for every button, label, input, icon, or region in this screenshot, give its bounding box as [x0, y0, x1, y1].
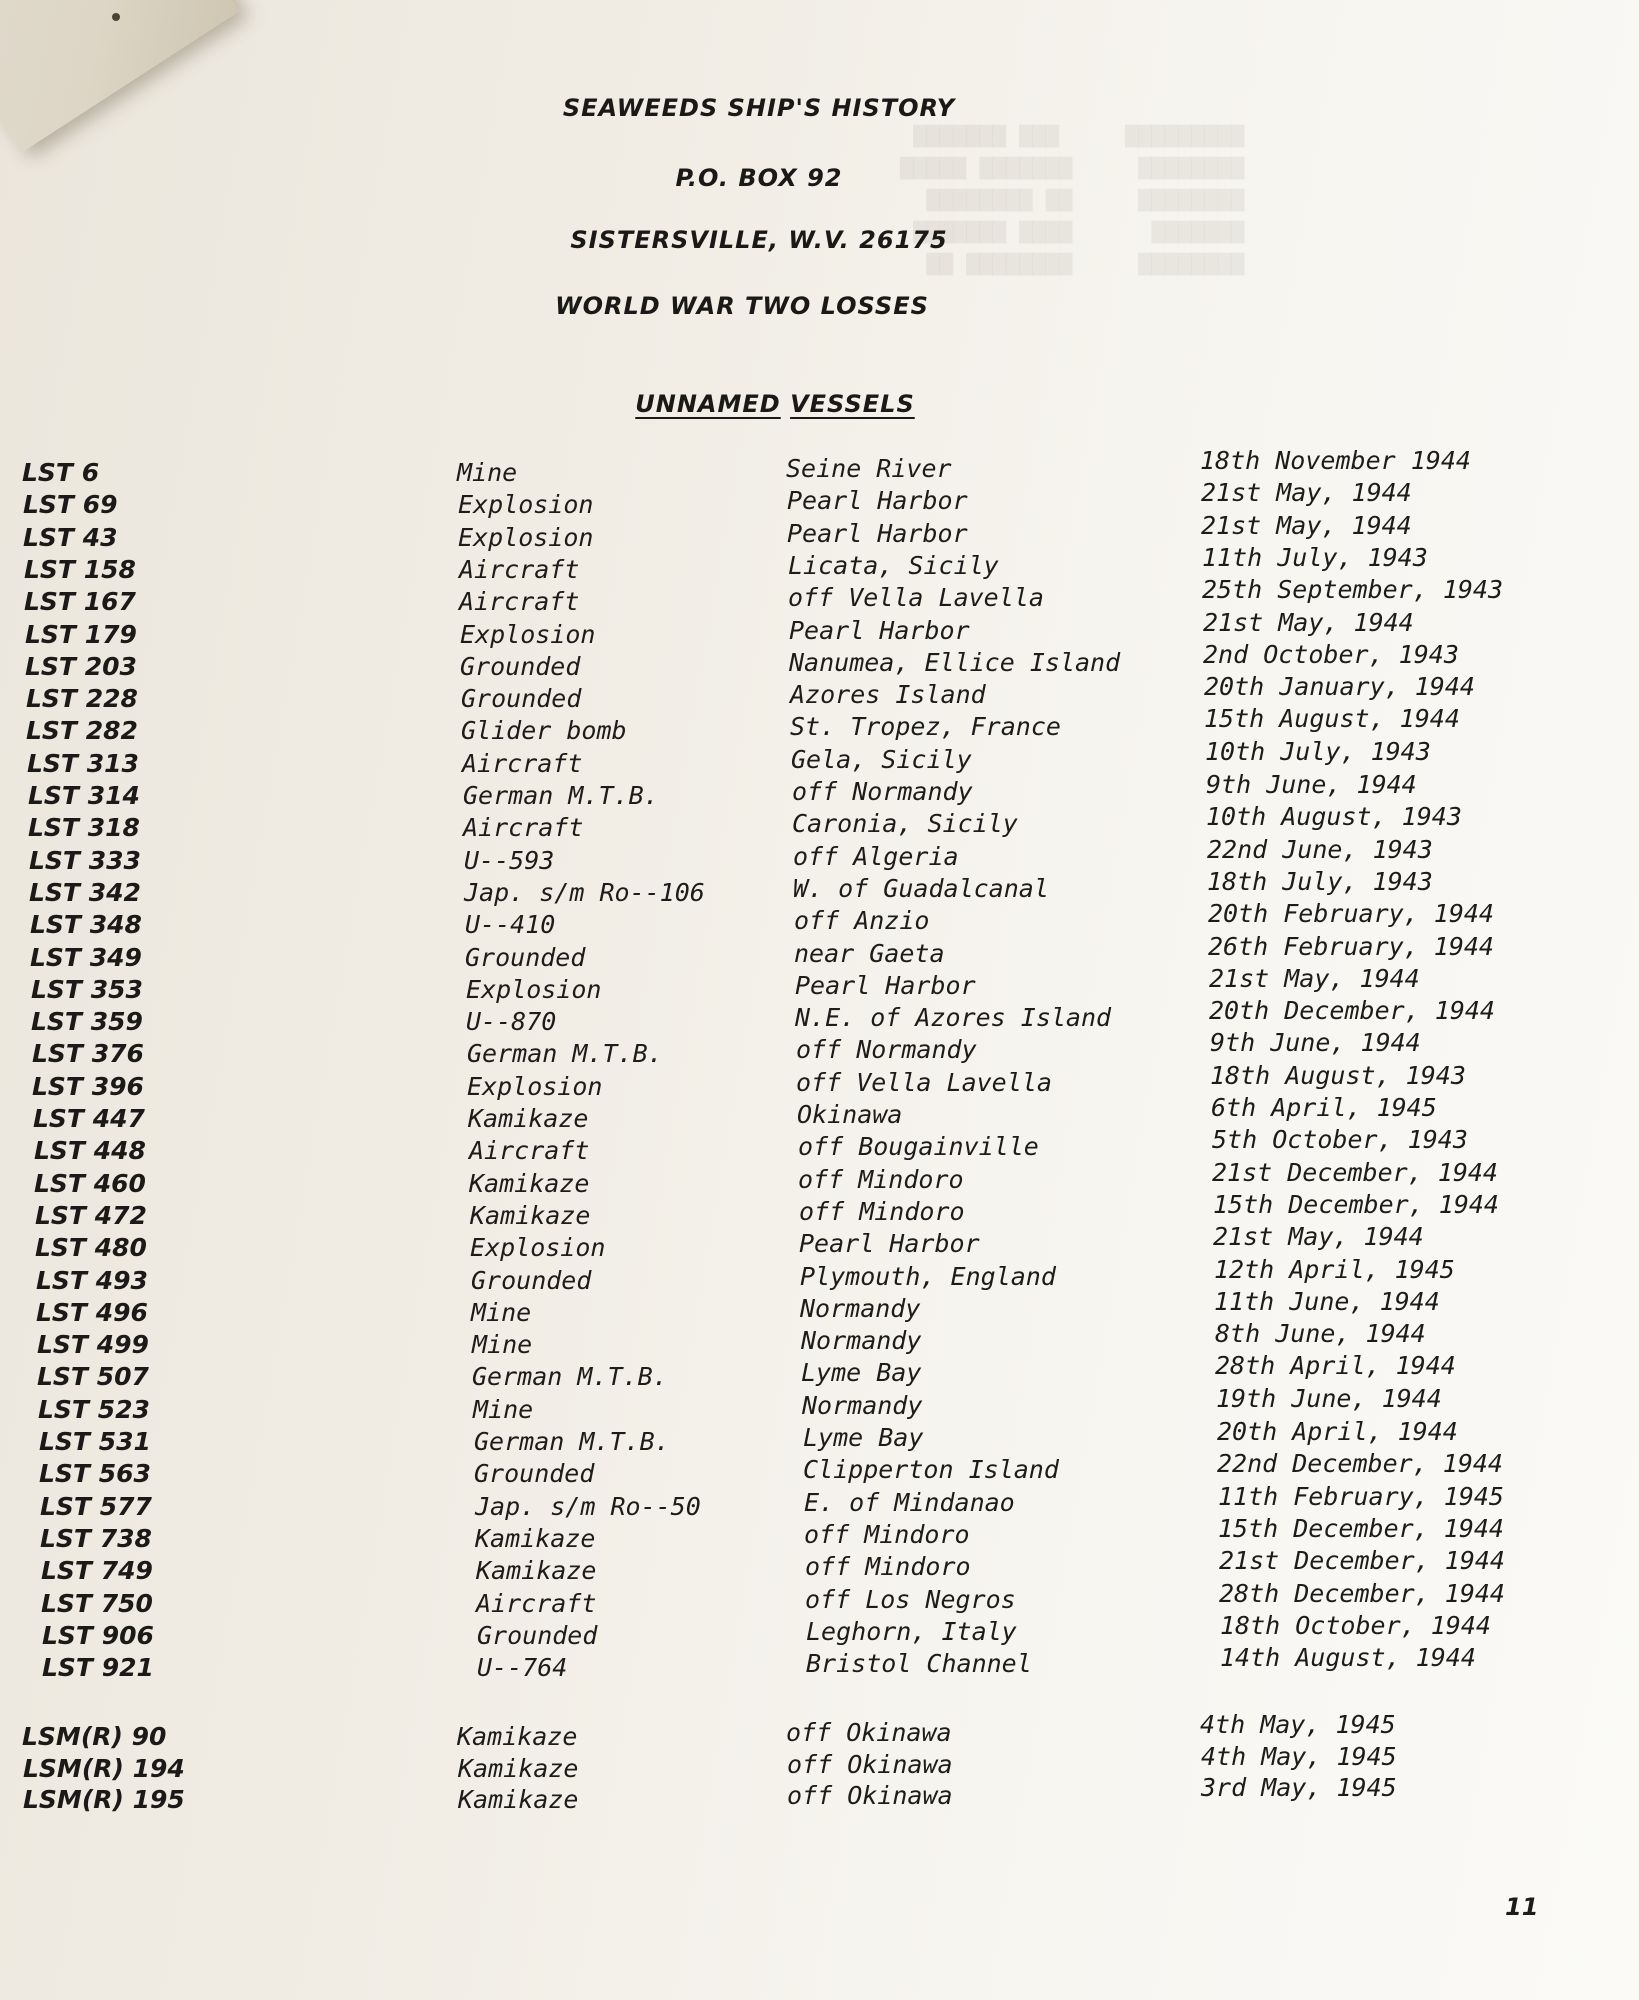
vessel-name: LST 460	[34, 1168, 146, 1198]
vessel-name: LST 282	[26, 716, 138, 746]
loss-date: 18th August, 1943	[1210, 1060, 1466, 1090]
loss-location: off Okinawa	[787, 1749, 953, 1779]
loss-date: 21st May, 1944	[1203, 607, 1414, 637]
loss-row	[0, 1643, 1639, 1685]
loss-cause: Kamikaze	[475, 1523, 596, 1553]
loss-date: 20th February, 1944	[1208, 899, 1494, 929]
loss-cause: Kamikaze	[458, 1753, 579, 1783]
loss-location: off Algeria	[793, 841, 959, 871]
loss-cause: Grounded	[477, 1620, 598, 1650]
vessel-name: LSM(R) 195	[23, 1785, 185, 1814]
vessel-name: LST 359	[31, 1007, 143, 1037]
loss-location: Leghorn, Italy	[806, 1616, 1017, 1646]
staple-mark	[112, 13, 120, 21]
loss-date: 18th November 1944	[1200, 446, 1471, 475]
loss-cause: Kamikaze	[457, 1722, 578, 1751]
loss-date: 5th October, 1943	[1212, 1125, 1468, 1155]
lsm-loss-row	[0, 1773, 1639, 1817]
loss-date: 21st May, 1944	[1201, 478, 1412, 508]
loss-location: off Mindoro	[804, 1519, 970, 1549]
loss-cause: German M.T.B.	[472, 1362, 668, 1392]
loss-location: Normandy	[802, 1390, 923, 1420]
loss-date: 20th April, 1944	[1217, 1417, 1458, 1446]
loss-location: W. of Guadalcanal	[793, 873, 1049, 903]
loss-cause: Explosion	[466, 974, 602, 1004]
vessel-name: LSM(R) 90	[22, 1722, 167, 1751]
bleed-through-text: ▇▇▇▇▇▇▇▇▇ ▇▇▇ ▇▇▇▇▇▇▇ ▇▇▇▇▇▇▇▇ ▇▇▇▇▇▇▇ ▇▇▇▇▇ ▇▇▇▇▇▇▇▇ ▇▇ ▇▇▇▇▇▇▇▇ ▇▇▇▇▇▇▇ ▇▇▇▇ ▇▇▇▇▇▇▇ ▇▇▇▇▇▇▇▇ ▇▇▇▇▇▇▇▇ ▇▇	[900, 123, 1245, 276]
loss-cause: German M.T.B.	[467, 1039, 663, 1069]
loss-cause: Kamikaze	[476, 1556, 597, 1586]
loss-cause: U--870	[466, 1007, 557, 1037]
vessel-name: LST 750	[41, 1588, 153, 1618]
loss-location: Azores Island	[790, 680, 986, 710]
loss-cause: German M.T.B.	[474, 1427, 670, 1456]
vessel-name: LST 480	[35, 1233, 147, 1263]
loss-date: 6th April, 1945	[1211, 1093, 1437, 1122]
loss-location: off Mindoro	[799, 1196, 965, 1226]
loss-location: off Okinawa	[787, 1781, 953, 1810]
loss-date: 10th August, 1943	[1206, 802, 1462, 832]
loss-date: 21st May, 1944	[1213, 1222, 1424, 1252]
loss-date: 2nd October, 1943	[1203, 639, 1459, 669]
vessel-name: LST 333	[29, 845, 141, 875]
vessel-name: LST 396	[32, 1071, 144, 1101]
loss-location: off Mindoro	[805, 1552, 971, 1582]
loss-cause: Aircraft	[459, 554, 580, 584]
loss-cause: Grounded	[460, 651, 581, 681]
vessel-name: LST 313	[27, 748, 139, 778]
vessel-name: LST 342	[29, 877, 141, 907]
vessel-name: LSM(R) 194	[23, 1753, 185, 1783]
loss-date: 3rd May, 1945	[1201, 1773, 1397, 1802]
vessel-name: LST 318	[28, 813, 140, 843]
loss-location: Seine River	[786, 454, 952, 483]
vessel-name: LST 69	[23, 490, 118, 520]
loss-location: Gela, Sicily	[791, 744, 972, 774]
loss-cause: U--410	[465, 910, 556, 940]
loss-date: 20th January, 1944	[1204, 672, 1475, 702]
loss-date: 15th August, 1944	[1204, 704, 1460, 734]
loss-cause: U--764	[477, 1653, 568, 1683]
vessel-name: LST 349	[30, 942, 142, 972]
loss-cause: Explosion	[467, 1071, 603, 1101]
loss-location: off Normandy	[792, 777, 973, 806]
vessel-name: LST 376	[32, 1039, 144, 1069]
vessel-name: LST 493	[36, 1265, 148, 1295]
loss-location: off Bougainville	[798, 1132, 1039, 1162]
loss-cause: Glider bomb	[461, 716, 627, 746]
loss-date: 12th April, 1945	[1214, 1254, 1455, 1284]
loss-location: Normandy	[801, 1326, 922, 1356]
loss-location: Clipperton Island	[803, 1455, 1059, 1485]
loss-cause: German M.T.B.	[463, 781, 659, 810]
loss-date: 9th June, 1944	[1210, 1028, 1421, 1058]
vessel-name: LST 921	[42, 1653, 154, 1683]
vessel-name: LST 496	[36, 1297, 148, 1327]
loss-cause: Mine	[471, 1297, 532, 1327]
loss-date: 11th June, 1944	[1214, 1286, 1440, 1316]
loss-cause: Kamikaze	[469, 1168, 590, 1198]
vessel-name: LST 577	[40, 1491, 152, 1521]
loss-date: 4th May, 1945	[1201, 1741, 1397, 1771]
loss-date: 15th December, 1944	[1213, 1189, 1499, 1219]
loss-date: 28th April, 1944	[1215, 1351, 1456, 1381]
loss-cause: U--593	[464, 845, 555, 875]
loss-location: near Gaeta	[794, 938, 945, 968]
loss-location: Okinawa	[797, 1100, 903, 1129]
loss-date: 9th June, 1944	[1206, 770, 1417, 799]
loss-location: Pearl Harbor	[787, 518, 968, 548]
loss-cause: Aircraft	[459, 587, 580, 617]
loss-date: 20th December, 1944	[1209, 996, 1495, 1026]
loss-cause: Grounded	[474, 1459, 595, 1489]
section-title-word-unnamed: UNNAMED	[635, 390, 781, 418]
loss-cause: Grounded	[461, 684, 582, 714]
loss-cause: Explosion	[458, 522, 594, 552]
vessel-name: LST 472	[35, 1200, 147, 1230]
loss-date: 25th September, 1943	[1202, 575, 1504, 605]
loss-location: St. Tropez, France	[790, 712, 1061, 742]
loss-date: 22nd December, 1944	[1217, 1449, 1503, 1479]
folded-page-corner	[0, 0, 239, 153]
loss-date: 19th June, 1944	[1216, 1383, 1442, 1413]
loss-location: Pearl Harbor	[799, 1229, 980, 1259]
loss-cause: Mine	[457, 458, 518, 487]
vessel-name: LST 158	[24, 554, 136, 584]
loss-location: N.E. of Azores Island	[795, 1003, 1112, 1033]
loss-cause: Grounded	[465, 942, 586, 972]
loss-cause: Mine	[473, 1394, 534, 1424]
section-title-word-vessels: VESSELS	[790, 390, 915, 418]
loss-location: Licata, Sicily	[788, 550, 999, 580]
page-number: 11	[1505, 1893, 1539, 1921]
vessel-name: LST 179	[25, 619, 137, 649]
vessel-name: LST 203	[25, 651, 137, 681]
loss-cause: Explosion	[460, 619, 596, 649]
loss-cause: Kamikaze	[458, 1785, 579, 1814]
loss-cause: Jap. s/m Ro--50	[475, 1491, 701, 1521]
loss-cause: Aircraft	[476, 1588, 597, 1618]
loss-location: Normandy	[800, 1293, 921, 1323]
loss-location: Pearl Harbor	[789, 615, 970, 645]
loss-location: off Anzio	[794, 906, 930, 936]
header-subject: WORLD WAR TWO LOSSES	[555, 292, 929, 320]
loss-cause: Explosion	[470, 1233, 606, 1263]
vessel-name: LST 167	[24, 587, 136, 617]
loss-location: Pearl Harbor	[787, 486, 968, 516]
loss-date: 26th February, 1944	[1208, 931, 1494, 961]
header-organization: SEAWEEDS SHIP'S HISTORY	[562, 94, 956, 122]
loss-cause: Jap. s/m Ro--106	[464, 877, 705, 907]
loss-date: 10th July, 1943	[1205, 736, 1431, 766]
loss-location: Nanumea, Ellice Island	[789, 647, 1121, 677]
loss-cause: Aircraft	[462, 748, 583, 778]
vessel-name: LST 314	[28, 781, 140, 810]
loss-location: Lyme Bay	[803, 1423, 924, 1452]
loss-date: 28th December, 1944	[1219, 1578, 1505, 1608]
loss-date: 4th May, 1945	[1200, 1710, 1396, 1739]
vessel-name: LST 448	[34, 1136, 146, 1166]
loss-location: Lyme Bay	[801, 1358, 922, 1388]
vessel-name: LST 523	[38, 1394, 150, 1424]
loss-date: 21st May, 1944	[1201, 510, 1412, 540]
vessel-name: LST 447	[33, 1104, 145, 1133]
vessel-name: LST 43	[23, 522, 118, 552]
loss-location: Pearl Harbor	[795, 970, 976, 1000]
loss-date: 8th June, 1944	[1215, 1319, 1426, 1349]
loss-location: Caronia, Sicily	[792, 809, 1018, 839]
vessel-name: LST 531	[39, 1427, 151, 1456]
loss-location: Bristol Channel	[806, 1649, 1032, 1679]
header-city-state: SISTERSVILLE, W.V. 26175	[570, 226, 948, 254]
loss-cause: Mine	[472, 1330, 533, 1360]
loss-location: off Los Negros	[805, 1584, 1016, 1614]
loss-location: E. of Mindanao	[804, 1487, 1015, 1517]
vessel-name: LST 738	[40, 1523, 152, 1553]
loss-date: 21st December, 1944	[1219, 1546, 1505, 1576]
loss-date: 15th December, 1944	[1218, 1513, 1504, 1543]
loss-date: 11th February, 1945	[1218, 1481, 1504, 1511]
loss-cause: Aircraft	[463, 813, 584, 843]
header-po-box: P.O. BOX 92	[675, 164, 843, 192]
loss-location: off Vella Lavella	[796, 1067, 1052, 1097]
loss-date: 18th October, 1944	[1220, 1610, 1491, 1640]
loss-date: 21st December, 1944	[1212, 1157, 1498, 1187]
loss-cause: Explosion	[458, 490, 594, 520]
section-title	[635, 390, 914, 418]
loss-date: 11th July, 1943	[1202, 542, 1428, 572]
vessel-name: LST 353	[31, 974, 143, 1004]
loss-cause: Kamikaze	[468, 1104, 589, 1133]
loss-cause: Aircraft	[469, 1136, 590, 1166]
loss-date: 21st May, 1944	[1209, 963, 1420, 993]
loss-location: off Mindoro	[798, 1164, 964, 1194]
loss-cause: Kamikaze	[470, 1200, 591, 1230]
loss-location: off Vella Lavella	[788, 583, 1044, 613]
vessel-name: LST 563	[39, 1459, 151, 1489]
vessel-name: LST 499	[37, 1330, 149, 1360]
loss-date: 22nd June, 1943	[1207, 834, 1433, 864]
vessel-name: LST 749	[41, 1556, 153, 1586]
vessel-name: LST 348	[30, 910, 142, 940]
vessel-name: LST 6	[22, 458, 100, 487]
loss-date: 14th August, 1944	[1220, 1643, 1476, 1673]
vessel-name: LST 906	[42, 1620, 154, 1650]
loss-location: off Okinawa	[786, 1718, 952, 1747]
loss-location: off Normandy	[796, 1035, 977, 1065]
vessel-name: LST 228	[26, 684, 138, 714]
loss-cause: Grounded	[471, 1265, 592, 1295]
vessel-name: LST 507	[37, 1362, 149, 1392]
loss-location: Plymouth, England	[800, 1261, 1056, 1291]
loss-date: 18th July, 1943	[1207, 866, 1433, 896]
